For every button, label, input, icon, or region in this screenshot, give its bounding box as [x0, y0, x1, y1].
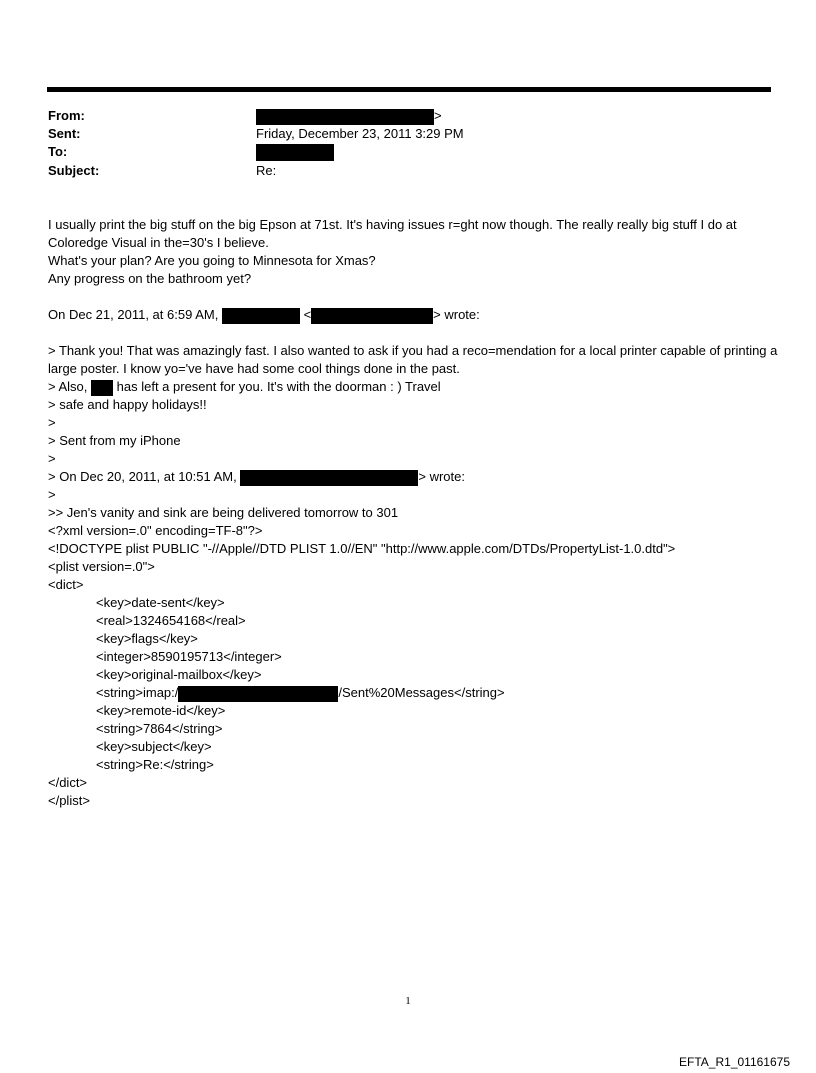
page-number: 1 — [405, 995, 411, 1007]
subject-value: Re: — [256, 163, 277, 178]
body-paragraph: What's your plan? Are you going to Minnesota for Xmas? — [48, 253, 376, 268]
plist-line: <real>1324654168</real> — [96, 613, 246, 628]
plist-line: <key>original-mailbox</key> — [96, 667, 262, 682]
plist-line: <key>remote-id</key> — [96, 703, 226, 718]
plist-line: <key>date-sent</key> — [96, 595, 225, 610]
plist-line: <string>imap:/ /Sent%20Messages</string> — [96, 685, 505, 700]
subject-label: Subject: — [48, 163, 100, 178]
plist-line: <string>7864</string> — [96, 721, 223, 736]
plist-line: <string>Re:</string> — [96, 757, 214, 772]
quote-header: > On Dec 20, 2011, at 10:51 AM, > wrote: — [48, 469, 465, 484]
plist-line: <key>flags</key> — [96, 631, 198, 646]
header-rule — [47, 87, 771, 92]
to-value — [256, 143, 334, 161]
sent-value: Friday, December 23, 2011 3:29 PM — [256, 126, 464, 141]
quoted-line: > Sent from my iPhone — [48, 433, 181, 448]
body-paragraph: I usually print the big stuff on the big Epson at 71st. It's having issues r=ght now though. The really really big stuff I do at Coloredge Visual in the=30's I believe. — [48, 217, 737, 250]
plist-line: </dict> — [48, 775, 88, 790]
plist-line: </plist> — [48, 793, 90, 808]
document-id: EFTA_R1_01161675 — [679, 1055, 790, 1069]
plist-line: <!DOCTYPE plist PUBLIC "-//Apple//DTD PLIST 1.0//EN" "http://www.apple.com/DTDs/PropertyList-1.0.dtd"> — [48, 541, 676, 556]
quoted-line: > — [48, 487, 56, 502]
from-label: From: — [48, 108, 85, 123]
email-body — [48, 216, 778, 810]
redaction-box — [256, 109, 434, 125]
redaction-box — [222, 308, 300, 324]
quoted-line: > — [48, 451, 56, 466]
quoted-line: >> Jen's vanity and sink are being delivered tomorrow to 301 — [48, 505, 399, 520]
to-label: To: — [48, 144, 68, 159]
body-paragraph: Any progress on the bathroom yet? — [48, 271, 252, 286]
plist-line: <plist version=.0"> — [48, 559, 155, 574]
plist-line: <?xml version=.0" encoding=TF-8"?> — [48, 523, 263, 538]
quoted-line: > — [48, 415, 56, 430]
redaction-box — [311, 308, 433, 324]
sent-label: Sent: — [48, 126, 81, 141]
redaction-box — [240, 470, 418, 486]
redaction-box — [256, 144, 334, 161]
redaction-box — [91, 380, 113, 396]
quoted-line: > Thank you! That was amazingly fast. I also wanted to ask if you had a reco=mendation for a local printer capable of printing a large poster. I know yo='ve have had some cool things done in the past. — [48, 343, 778, 376]
quote-header: On Dec 21, 2011, at 6:59 AM, < > wrote: — [48, 307, 480, 322]
redaction-box — [178, 686, 338, 702]
plist-line: <integer>8590195713</integer> — [96, 649, 282, 664]
from-value — [256, 107, 442, 125]
quoted-line: > Also, has left a present for you. It's with the doorman : ) Travel — [48, 379, 441, 394]
plist-line: <key>subject</key> — [96, 739, 212, 754]
quoted-line: > safe and happy holidays!! — [48, 397, 207, 412]
plist-line: <dict> — [48, 577, 84, 592]
from-suffix: > — [434, 108, 442, 123]
